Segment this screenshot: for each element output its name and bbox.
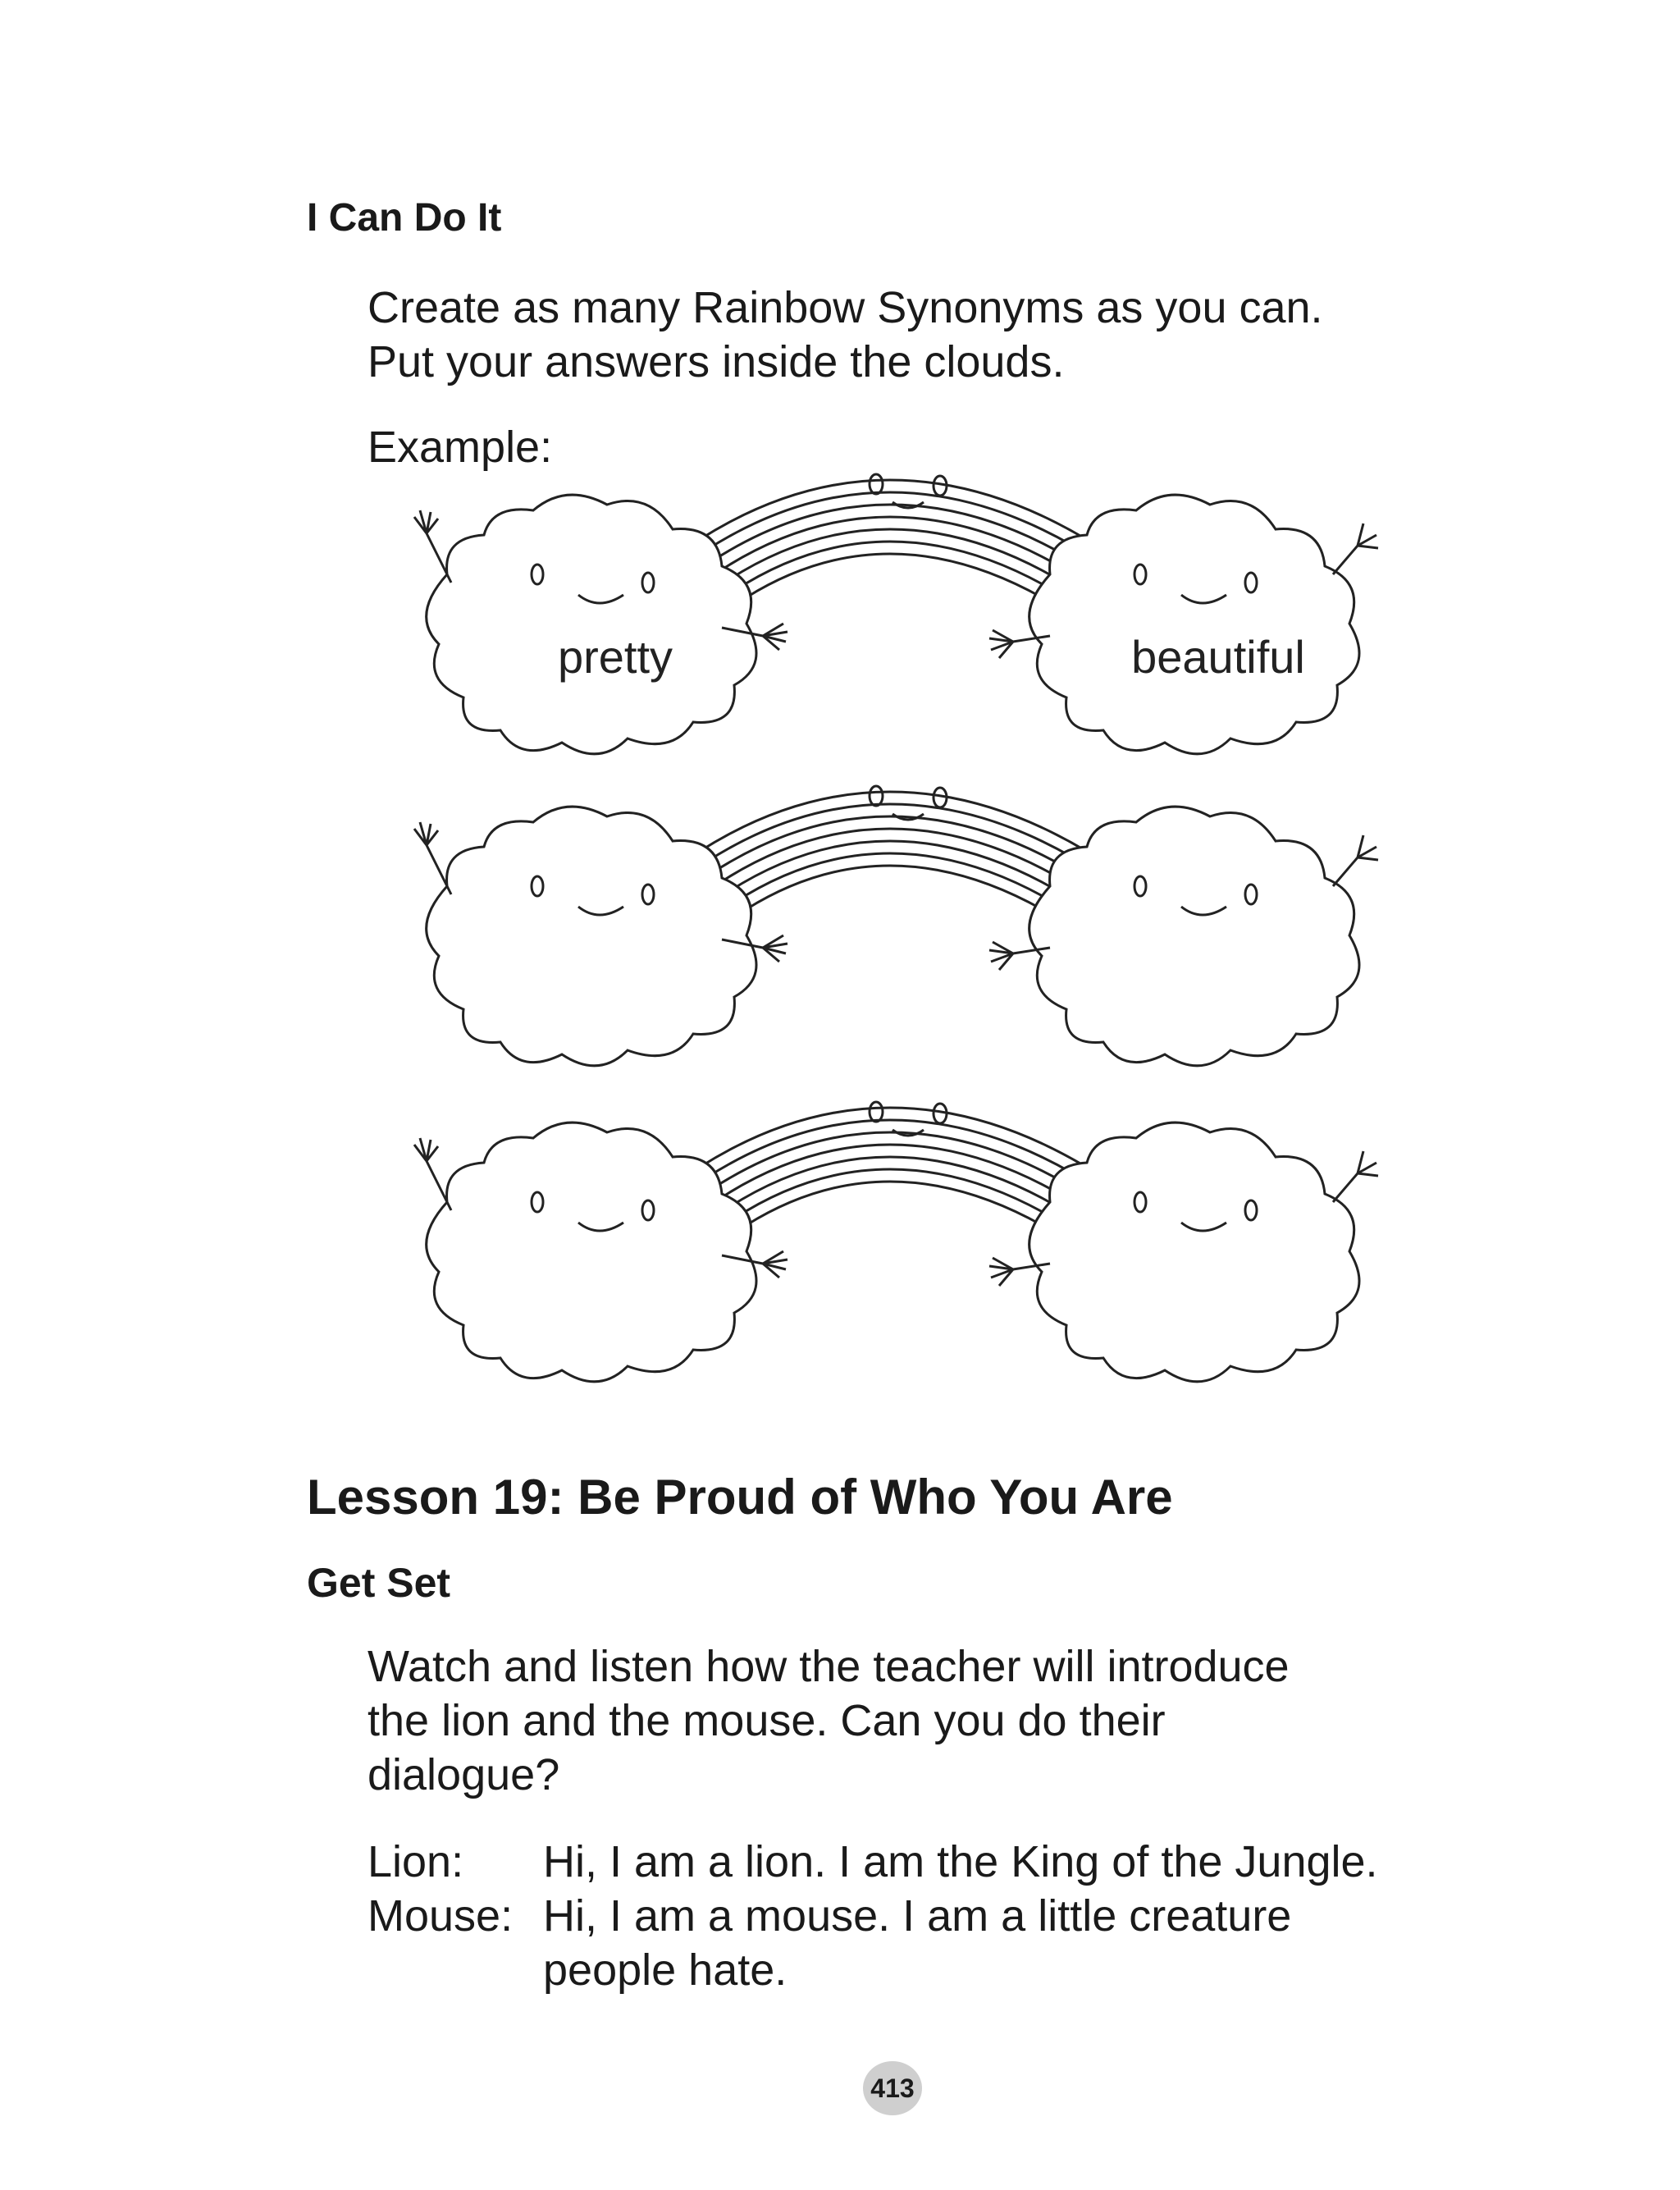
example-left-word: pretty bbox=[557, 631, 673, 683]
section-heading: Get Set bbox=[307, 1560, 451, 1606]
rainbow-row-2[interactable] bbox=[414, 786, 1378, 1066]
dialogue-line-mouse-2: people hate. bbox=[543, 1945, 788, 1995]
instruction-line-1: Create as many Rainbow Synonyms as you can. bbox=[368, 283, 1323, 332]
activity-title: I Can Do It bbox=[307, 196, 502, 240]
lesson-title: Lesson 19: Be Proud of Who You Are bbox=[307, 1470, 1173, 1525]
rainbow-row-example bbox=[414, 474, 1378, 754]
rainbow-row-3[interactable] bbox=[414, 1102, 1378, 1382]
intro-line-3: dialogue? bbox=[368, 1750, 560, 1799]
dialogue-speaker-lion: Lion: bbox=[368, 1837, 464, 1886]
example-label: Example: bbox=[368, 423, 553, 472]
dialogue-speaker-mouse: Mouse: bbox=[368, 1891, 514, 1941]
example-right-word: beautiful bbox=[1131, 631, 1305, 683]
instruction-line-2: Put your answers inside the clouds. bbox=[368, 337, 1065, 386]
dialogue-line-lion: Hi, I am a lion. I am the King of the Jungle. bbox=[543, 1837, 1378, 1886]
dialogue-line-mouse-1: Hi, I am a mouse. I am a little creature bbox=[543, 1891, 1292, 1941]
page-number: 413 bbox=[863, 2061, 922, 2115]
intro-line-2: the lion and the mouse. Can you do their bbox=[368, 1696, 1166, 1745]
rainbow-synonym-illustration bbox=[402, 459, 1436, 1436]
intro-line-1: Watch and listen how the teacher will introduce bbox=[368, 1642, 1290, 1691]
